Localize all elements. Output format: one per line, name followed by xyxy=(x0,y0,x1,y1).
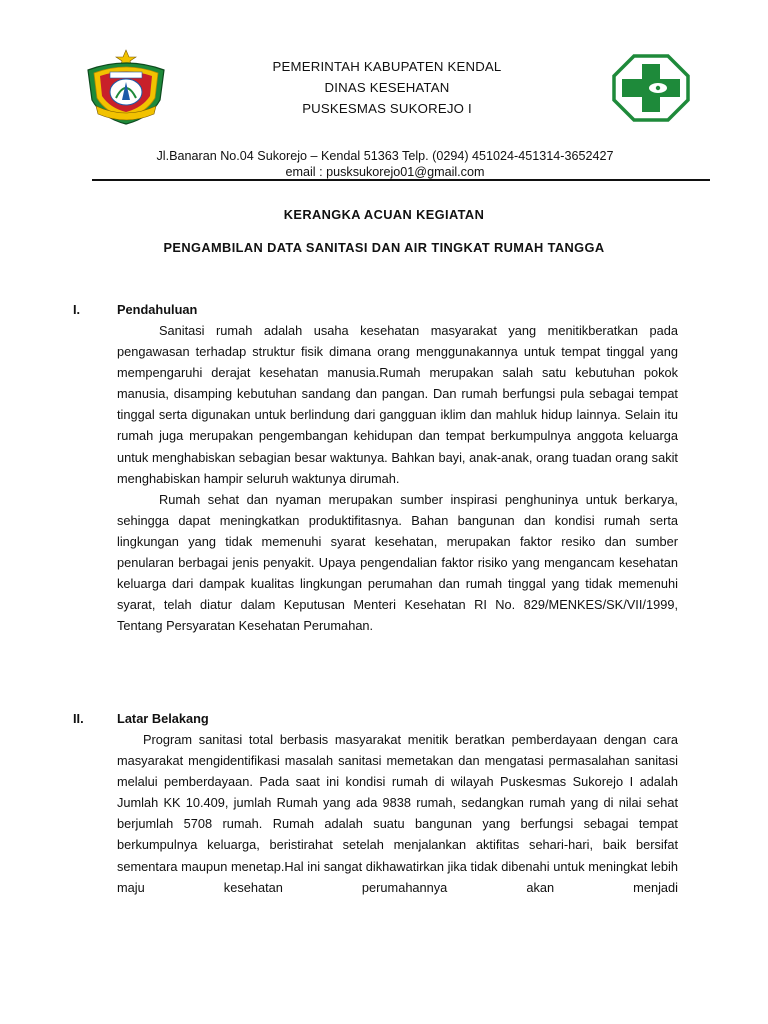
document-subtitle: PENGAMBILAN DATA SANITASI DAN AIR TINGKAT RUMAH TANGGA xyxy=(163,240,605,255)
section-number-2: II. xyxy=(73,711,84,726)
letterhead-line-puskesmas: PUSKESMAS SUKOREJO I xyxy=(302,101,472,116)
letterhead-address-block xyxy=(100,148,670,180)
paragraph: Sanitasi rumah adalah usaha kesehatan masyarakat yang menitikberatkan pada pengawasan terhadap struktur fisik dimana orang menggunakannya untuk tempat tinggal yang mempengaruhi derajat kesehatan manusia.Rumah merupakan salah satu kebutuhan pokok manusia, disamping kebutuhan sandang dan pangan. Dan rumah berfungsi pula sebagai tempat tinggal serta digunakan untuk berlindung dari gangguan iklim dan mahluk hidup lainnya. Selain itu rumah juga merupakan pengembangan kehidupan dan tempat berkumpulnya anggota keluarga untuk menghabiskan sebagian besar waktunya. Bahkan bayi, anak-anak, orang tuadan orang sakit menghabiskan hampir seluruh waktunya dirumah. xyxy=(117,323,678,486)
section-body-latar-belakang xyxy=(117,729,678,898)
section-body-pendahuluan xyxy=(117,320,678,636)
letterhead-address: Jl.Banaran No.04 Sukorejo – Kendal 51363 Telp. (0294) 451024-451314-3652427 xyxy=(156,149,614,163)
letterhead-line-government: PEMERINTAH KABUPATEN KENDAL xyxy=(272,59,502,74)
paragraph: Program sanitasi total berbasis masyarakat menitik beratkan pemberdayaan dengan cara masyarakat mengidentifikasi masalah sanitasi memetakan dan mengatasi permasalahan sanitasi melalui pemberdayaan. Pada saat ini kondisi rumah di wilayah Puskesmas Sukorejo I adalah Jumlah KK 10.409, jumlah Rumah yang ada 9838 rumah, sedangkan rumah yang di nilai sehat berjumlah 5708 rumah. Rumah adalah suatu bangunan yang berfungsi sebagai tempat berkumpulnya keluarga, beristirahat setelah menjalankan aktifitas sehari-hari, baik bersifat sementara maupun menetap.Hal ini sangat dikhawatirkan jika tidak dibenahi untuk meningkat lebih maju kesehatan perumahannya akan menjadi xyxy=(117,732,678,895)
paragraph: Rumah sehat dan nyaman merupakan sumber inspirasi penghuninya untuk berkarya, sehingga dapat meningkatkan produktifitasnya. Bahan bangunan dan kondisi rumah serta lingkungan yang tidak memenuhi syarat kesehatan, merupakan faktor resiko dan sumber penularan berbagai jenis penyakit. Upaya pengendalian faktor risiko yang mengancam kesehatan keluarga dari dampak kualitas lingkungan perumahan dan rumah tinggal yang tidak memenuhi syarat, telah diatur dalam Keputusan Menteri Kesehatan RI No. 829/MENKES/SK/VII/1999, Tentang Persyaratan Kesehatan Perumahan. xyxy=(117,491,678,634)
section-heading-latar-belakang: Latar Belakang xyxy=(117,711,209,726)
puskesmas-cross-logo xyxy=(612,54,690,122)
kendal-crest-logo xyxy=(80,48,172,126)
section-number-1: I. xyxy=(73,302,81,317)
letterhead-title-block xyxy=(180,56,594,119)
section-heading-pendahuluan: Pendahuluan xyxy=(117,302,198,317)
document-title: KERANGKA ACUAN KEGIATAN xyxy=(283,207,485,222)
letterhead-email: email : pusksukorejo01@gmail.com xyxy=(285,165,485,179)
letterhead-divider xyxy=(92,179,710,181)
letterhead-line-agency: DINAS KESEHATAN xyxy=(324,80,450,95)
